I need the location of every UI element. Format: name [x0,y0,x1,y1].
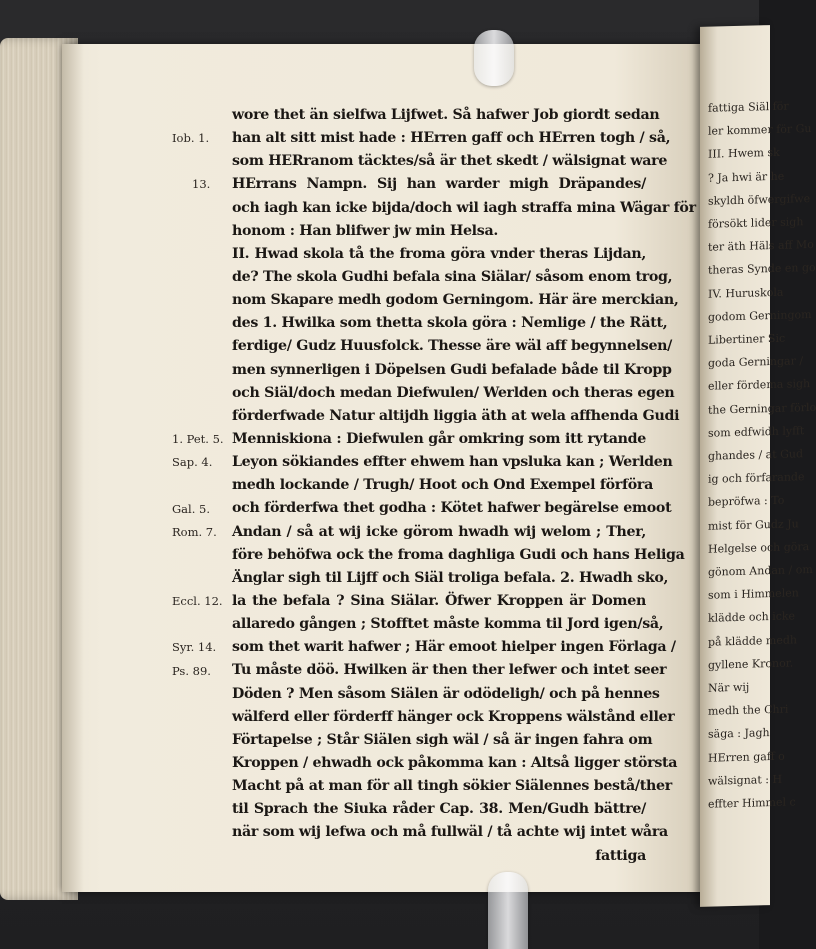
text-line: när som wij lefwa och må fullwäl / tå achte wij intet wåra [232,824,668,841]
text-line: honom : Han blifwer jw min Helsa. [232,222,498,239]
text-line: wälferd eller förderff hänger ock Kroppens wälstånd eller [232,708,675,725]
text-line: Leyon sökiandes effter ehwem han vpsluka kan ; Werlden [232,454,673,471]
margin-reference: Iob. 1. [172,131,210,146]
facing-text-line: ler kommer för Gu [708,122,812,138]
facing-text-line: Libertiner Sic [708,331,786,347]
margin-reference: Eccl. 12. [172,594,223,609]
text-line: Kroppen / ehwadh ock påkomma kan : Altså ligger största [232,754,678,771]
facing-text-line: säga : Jagh [708,726,770,742]
facing-text-line: wälsignat : H [708,772,783,788]
facing-text-line: ter äth Häls aff Mo [708,238,814,254]
facing-text-line: ghandes / at Gud [708,447,804,463]
text-line: medh lockande / Trugh/ Hoot och Ond Exempel förföra [232,477,653,494]
facing-text-line: godom Gerningom [708,307,812,324]
facing-text-line: klädde och icke [708,609,796,626]
facing-text-line: gyllene Kronor. [708,656,794,672]
facing-text-line: som i Himmelen [708,586,799,602]
margin-reference: Ps. 89. [172,663,211,678]
text-line: wore thet än sielfwa Lijfwet. Så hafwer Job giordt sedan [232,107,660,123]
text-line: Tu måste döö. Hwilken är then ther lefwer och intet seer [232,662,667,679]
text-line: la the befala ? Sina Siälar. Öfwer Kroppen är Domen [232,592,646,609]
margin-reference: Sap. 4. [172,455,213,470]
facing-page-text [708,95,816,816]
facing-text-line: bepröfwa : To [708,494,785,510]
text-line: Andan / så at wij icke görom hwadh wij welom ; Ther, [232,523,646,540]
facing-text-line: the Gerningar förlo [708,400,816,417]
text-line: til Sprach the Siuka råder Cap. 38. Men/Gudh bättre/ [232,801,646,818]
text-line: och förderfwa thet godha : Kötet hafwer begärelse emoot [232,500,672,517]
text-line: men synnerligen i Döpelsen Gudi befalade både til Kropp [232,361,672,378]
text-line: Änglar sigh til Lijff och Siäl troliga befala. 2. Hwadh sko, [232,569,669,586]
facing-text-line: eller fördema sigh [708,377,811,394]
main-text-block [232,104,696,868]
margin-reference: 13. [192,177,211,192]
text-line: II. Hwad skola tå the froma göra vnder theras Lijdan, [232,245,646,262]
text-line: före behöfwa ock the froma daghliga Gudi och hans Heliga [232,546,685,563]
facing-text-line: ig och förfarande [708,470,805,486]
text-line: allaredo gången ; Stofftet måste komma til Jord igen/så, [232,616,664,633]
text-line: som thet warit hafwer ; Här emoot hielper ingen Förlaga / [232,639,676,656]
facing-text-line: som edfwidh lyfft [708,424,805,440]
facing-text-line: goda Gerningar / [708,354,804,370]
facing-text-line: fattiga Siäl för [708,99,789,115]
facing-text-line: III. Hwem sk [708,146,780,162]
text-line: nom Skapare medh godom Gerningom. Här äre merckian, [232,292,679,309]
margin-reference: Syr. 14. [172,640,217,655]
catchword: fattiga [595,847,646,864]
text-line: han alt sitt mist hade : HErren gaff och HErren togh / så, [232,130,671,147]
facing-text-line: medh the Chri [708,702,789,718]
text-line: Macht på at man för all tingh sökier Siälennes bestå/ther [232,778,672,795]
text-line: förderfwade Natur altijdh liggia äth at wela affhenda Gudi [232,407,680,424]
page-clip-bottom [488,872,528,949]
facing-text-line: HErren gaff o [708,749,785,765]
text-line: och iagh kan icke bijda/doch wil iagh straffa mina Wägar för [232,199,696,216]
facing-text-line: Helgelse och göra [708,539,810,556]
text-line: de? The skola Gudhi befala sina Siälar/ såsom enom trog, [232,268,673,285]
text-line: Döden ? Men såsom Siälen är odödeligh/ och på hennes [232,685,660,702]
text-line: HErrans Nampn. Sij han warder migh Dräpandes/ [232,176,646,193]
facing-text-line: försökt lider sigh [708,215,804,231]
facing-text-line: mist för Gudz Ju [708,516,799,533]
facing-text-line: När wij [708,680,750,695]
margin-reference: 1. Pet. 5. [172,432,224,447]
facing-text-line: skyldh öfwergifwe [708,191,811,208]
text-line: Menniskiona : Diefwulen går omkring som itt rytande [232,430,646,447]
text-line: som HERranom täcktes/så är thet skedt / wälsignat ware [232,153,668,170]
text-line: des 1. Hwilka som thetta skola göra : Nemlige / the Rätt, [232,315,668,332]
facing-text-line: på klädde medh [708,633,797,649]
page-clip-top [474,30,514,86]
margin-reference: Rom. 7. [172,524,217,539]
facing-page [700,25,816,907]
facing-text-line: effter Himmel c [708,795,796,811]
facing-text-line: theras Synde en go [708,261,816,278]
text-line: Förtapelse ; Står Siälen sigh wäl / så är ingen fahra om [232,731,653,748]
text-line: och Siäl/doch medan Diefwulen/ Werlden och theras egen [232,384,675,401]
facing-text-line: IV. Huruskola [708,285,784,301]
gutter-shadow [62,44,84,892]
margin-reference: Gal. 5. [172,501,211,516]
facing-text-line: ? Ja hwi är he [708,169,785,185]
facing-text-line: gönom Andan / om [708,563,813,579]
text-line: ferdige/ Gudz Huusfolck. Thesse äre wäl aff begynnelsen/ [232,338,673,355]
